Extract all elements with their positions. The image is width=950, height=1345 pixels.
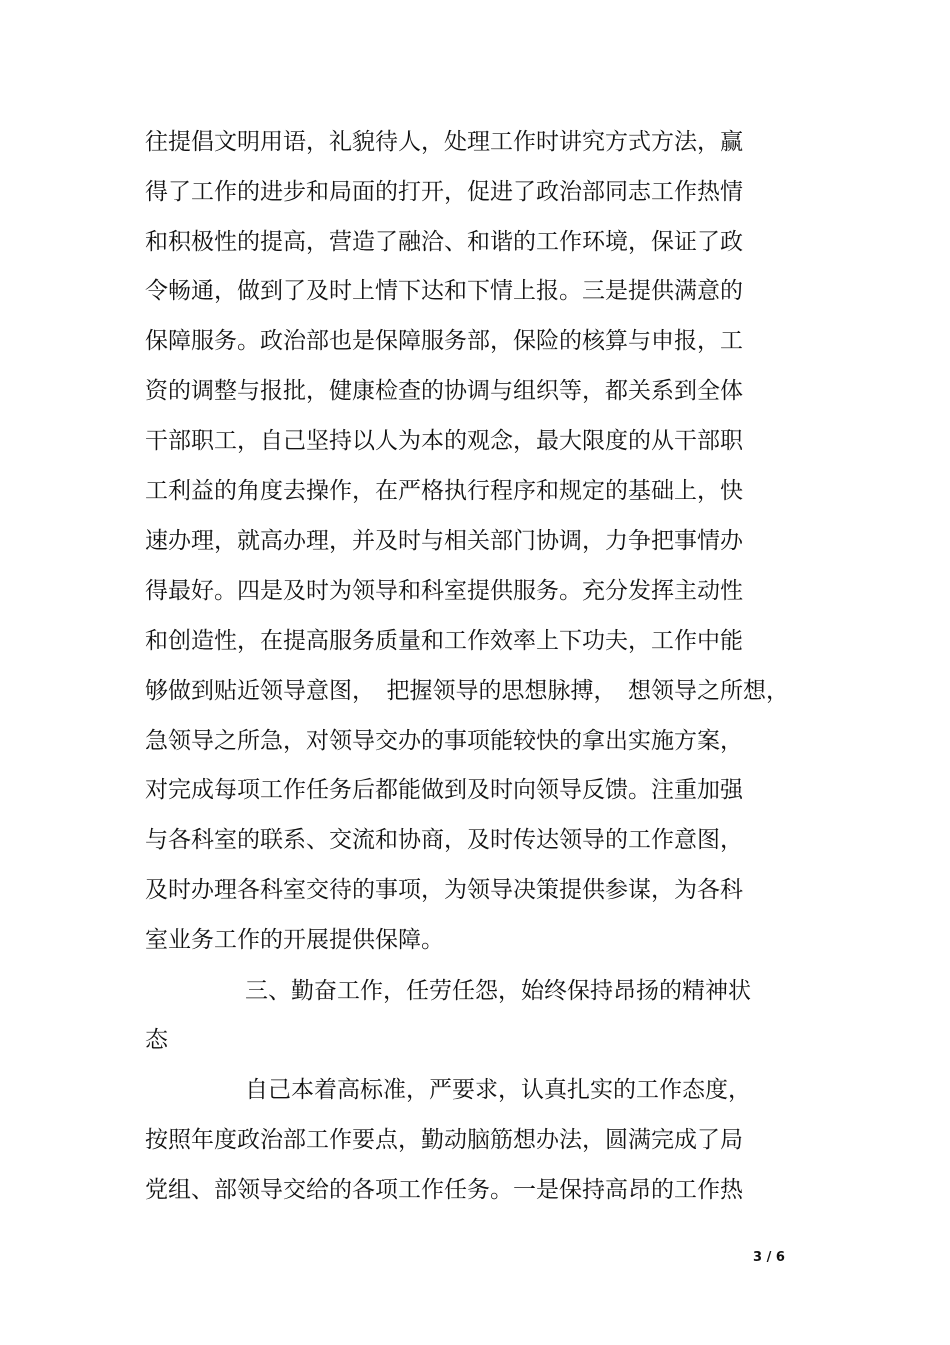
- paragraph-line: 及时办理各科室交待的事项，为领导决策提供参谋，为各科: [145, 877, 743, 903]
- paragraph-line: 够做到贴近领导意图， 把握领导的思想脉搏， 想领导之所想，: [145, 678, 789, 704]
- section-heading-continuation: 态: [145, 1027, 168, 1053]
- paragraph-line: 保障服务。政治部也是保障服务部，保险的核算与申报，工: [145, 328, 743, 354]
- paragraph-line: 速办理，就高办理，并及时与相关部门协调，力争把事情办: [145, 528, 743, 554]
- page-number: 3 / 6: [753, 1250, 785, 1265]
- paragraph-line: 与各科室的联系、交流和协商，及时传达领导的工作意图，: [145, 827, 743, 853]
- paragraph-line: 急领导之所急，对领导交办的事项能较快的拿出实施方案，: [145, 728, 743, 754]
- paragraph-line: 对完成每项工作任务后都能做到及时向领导反馈。注重加强: [145, 777, 743, 803]
- paragraph-line: 工利益的角度去操作，在严格执行程序和规定的基础上，快: [145, 478, 743, 504]
- paragraph-line: 令畅通，做到了及时上情下达和下情上报。三是提供满意的: [145, 278, 743, 304]
- paragraph-line: 资的调整与报批，健康检查的协调与组织等，都关系到全体: [145, 378, 743, 404]
- paragraph-line: 党组、部领导交给的各项工作任务。一是保持高昂的工作热: [145, 1177, 743, 1203]
- paragraph-line: 和积极性的提高，营造了融洽、和谐的工作环境，保证了政: [145, 229, 743, 255]
- paragraph-line: 得了工作的进步和局面的打开，促进了政治部同志工作热情: [145, 179, 743, 205]
- paragraph-line: 室业务工作的开展提供保障。: [145, 927, 444, 953]
- paragraph-line: 和创造性，在提高服务质量和工作效率上下功夫，工作中能: [145, 628, 743, 654]
- paragraph-line: 干部职工，自己坚持以人为本的观念，最大限度的从干部职: [145, 428, 743, 454]
- paragraph-line: 往提倡文明用语，礼貌待人，处理工作时讲究方式方法，赢: [145, 129, 743, 155]
- paragraph-line: 按照年度政治部工作要点，勤动脑筋想办法，圆满完成了局: [145, 1127, 743, 1153]
- section-heading: 三、勤奋工作，任劳任怨，始终保持昂扬的精神状: [245, 978, 751, 1004]
- paragraph-line: 得最好。四是及时为领导和科室提供服务。充分发挥主动性: [145, 578, 743, 604]
- paragraph-line: 自己本着高标准，严要求，认真扎实的工作态度，: [245, 1077, 751, 1103]
